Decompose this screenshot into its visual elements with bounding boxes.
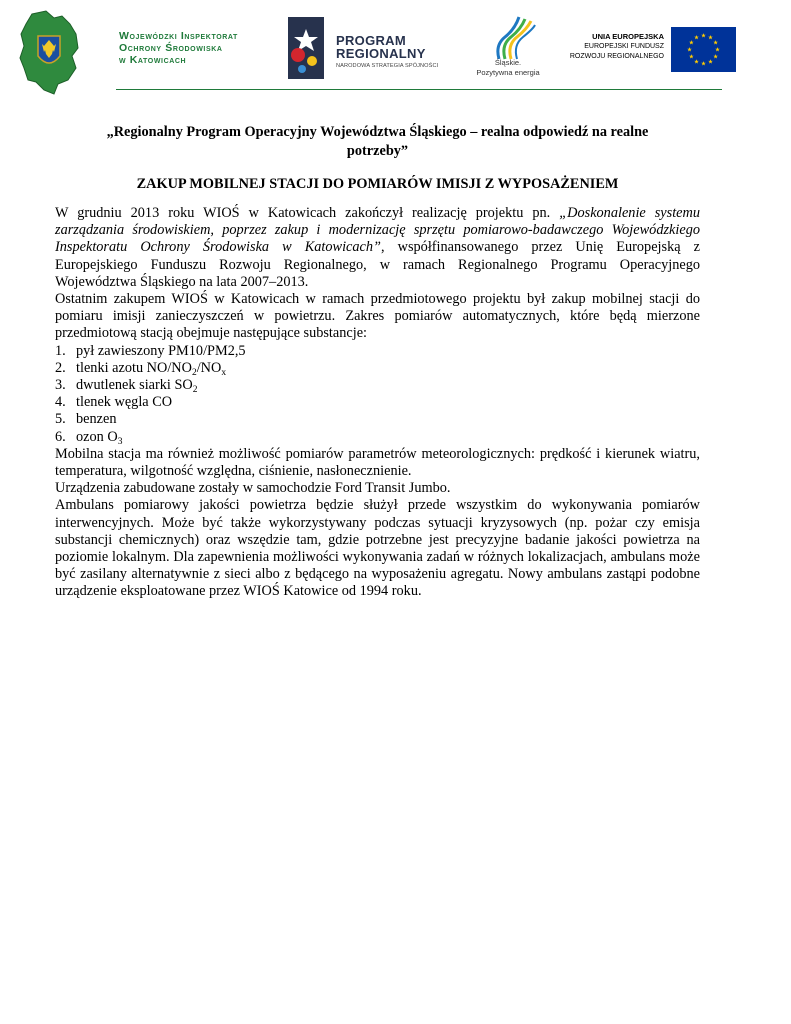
pollutant-list <box>55 343 700 446</box>
intro-paragraph <box>55 205 700 291</box>
subscript: 2 <box>191 367 197 378</box>
list-item-number: 3. <box>55 377 66 394</box>
list-item-text-mid: /NO <box>196 359 222 376</box>
document-title: „Regionalny Program Operacyjny Województwa Śląskiego – realna odpowiedź na realne potrzeby” <box>106 124 649 159</box>
wios-name-line3: w Katowicach <box>119 54 187 66</box>
list-item-text: benzen <box>76 411 117 428</box>
list-item-text <box>76 360 226 377</box>
list-item-number: 1. <box>55 342 66 359</box>
list-item-text: pył zawieszony PM10/PM2,5 <box>76 342 246 359</box>
wios-name <box>119 30 238 66</box>
wios-name-line2: Ochrony Środowiska <box>119 42 223 54</box>
list-item-number: 2. <box>55 359 66 376</box>
list-item-number: 5. <box>55 411 66 428</box>
intro-text-before: W grudniu 2013 roku WIOŚ w Katowicach zakończył realizację projektu pn. <box>55 205 560 221</box>
eu-flag-icon <box>671 27 736 72</box>
silesia-region-map-logo <box>18 10 80 96</box>
program-regionalny-logo <box>288 17 324 79</box>
list-item-text-main: tlenki azotu NO/NO <box>76 359 192 376</box>
list-item-text <box>76 377 198 394</box>
list-item-number: 6. <box>55 428 66 445</box>
list-item-text: tlenek węgla CO <box>76 394 173 411</box>
list-item <box>55 429 700 446</box>
list-item <box>55 343 700 360</box>
ambulance-paragraph: Ambulans pomiarowy jakości powietrza będzie służył przede wszystkim do wykonywania pomiarów interwencyjnych. Może być także wykorzystywany podczas sytuacji kryzysowych (np. pożar czy emisja substancji chemicznych) oraz wszędzie tam, gdzie potrzebne jest precyzyjne badanie jakości powietrza na poziomie lokalnym. Dla zapewnienia możliwości wykonywania zadań w różnych lokalizacjach, ambulans może być zasilany alternatywnie z sieci albo z będącego na wyposażeniu agregatu. Nowy ambulans zastąpi podobne urządzenie eksploatowane przez WIOŚ Katowice od 1994 roku. <box>55 497 700 600</box>
header-divider <box>116 89 722 90</box>
list-item-text-main: dwutlenek siarki SO <box>76 377 193 394</box>
meteorology-paragraph: Mobilna stacja ma również możliwość pomiarów parametrów meteorologicznych: prędkość i kierunek wiatru, temperatura, wilgotność względna, ciśnienie, nasłonecznienie. <box>55 445 700 480</box>
eu-line2: EUROPEJSKI FUNDUSZ <box>584 43 664 50</box>
list-item-text <box>76 429 122 446</box>
list-item <box>55 360 700 377</box>
purchase-paragraph: Ostatnim zakupem WIOŚ w Katowicach w ramach przedmiotowego projektu był zakup mobilnej stacji do pomiaru imisji zanieczyszczeń w powietrzu. Zakres pomiarów automatycznych, które będą mierzone przedmiotową stacją obejmuje następujące substancje: <box>55 291 700 342</box>
program-line1: PROGRAM <box>336 33 406 48</box>
program-line2: REGIONALNY <box>336 46 426 61</box>
list-item <box>55 394 700 411</box>
list-item <box>55 377 700 394</box>
list-item <box>55 411 700 428</box>
intro-text-after: , współfinansowanego przez Unię Europejską z Europejskiego Funduszu Rozwoju Regionalnego, w ramach Regionalnego Programu Operacyjnego Województwa Śląskiego na lata 2007–2013. <box>55 239 700 290</box>
vehicle-paragraph: Urządzenia zabudowane zostały w samochodzie Ford Transit Jumbo. <box>55 480 451 497</box>
slaskie-logo <box>481 15 541 63</box>
program-subtitle: NARODOWA STRATEGIA SPÓJNOŚCI <box>336 63 439 69</box>
project-name: „Doskonalenie systemu zarządzania środowiskiem, poprzez zakup i modernizację sprzętu pomiarowo-badawczego Wojewódzkiego Inspektoratu Ochrony Środowiska w Katowicach” <box>55 205 700 256</box>
subscript: 3 <box>117 436 123 447</box>
eu-line3: ROZWOJU REGIONALNEGO <box>569 53 664 60</box>
slaskie-name: Śląskie. <box>494 58 522 67</box>
list-item-number: 4. <box>55 394 66 411</box>
wios-name-line1: Wojewódzki Inspektorat <box>119 30 238 42</box>
document-body <box>55 123 700 601</box>
subscript: 2 <box>192 385 198 396</box>
slaskie-text <box>472 58 544 78</box>
eu-text <box>552 32 664 62</box>
subscript: x <box>221 367 227 378</box>
list-item-text-main: ozon O <box>76 428 118 445</box>
program-regionalny-text <box>336 34 438 71</box>
slaskie-tagline: Pozytywna energia <box>476 68 540 77</box>
page-header <box>0 0 791 110</box>
eu-line1: UNIA EUROPEJSKA <box>592 32 664 41</box>
document-heading: ZAKUP MOBILNEJ STACJI DO POMIARÓW IMISJI Z WYPOSAŻENIEM <box>136 176 619 192</box>
